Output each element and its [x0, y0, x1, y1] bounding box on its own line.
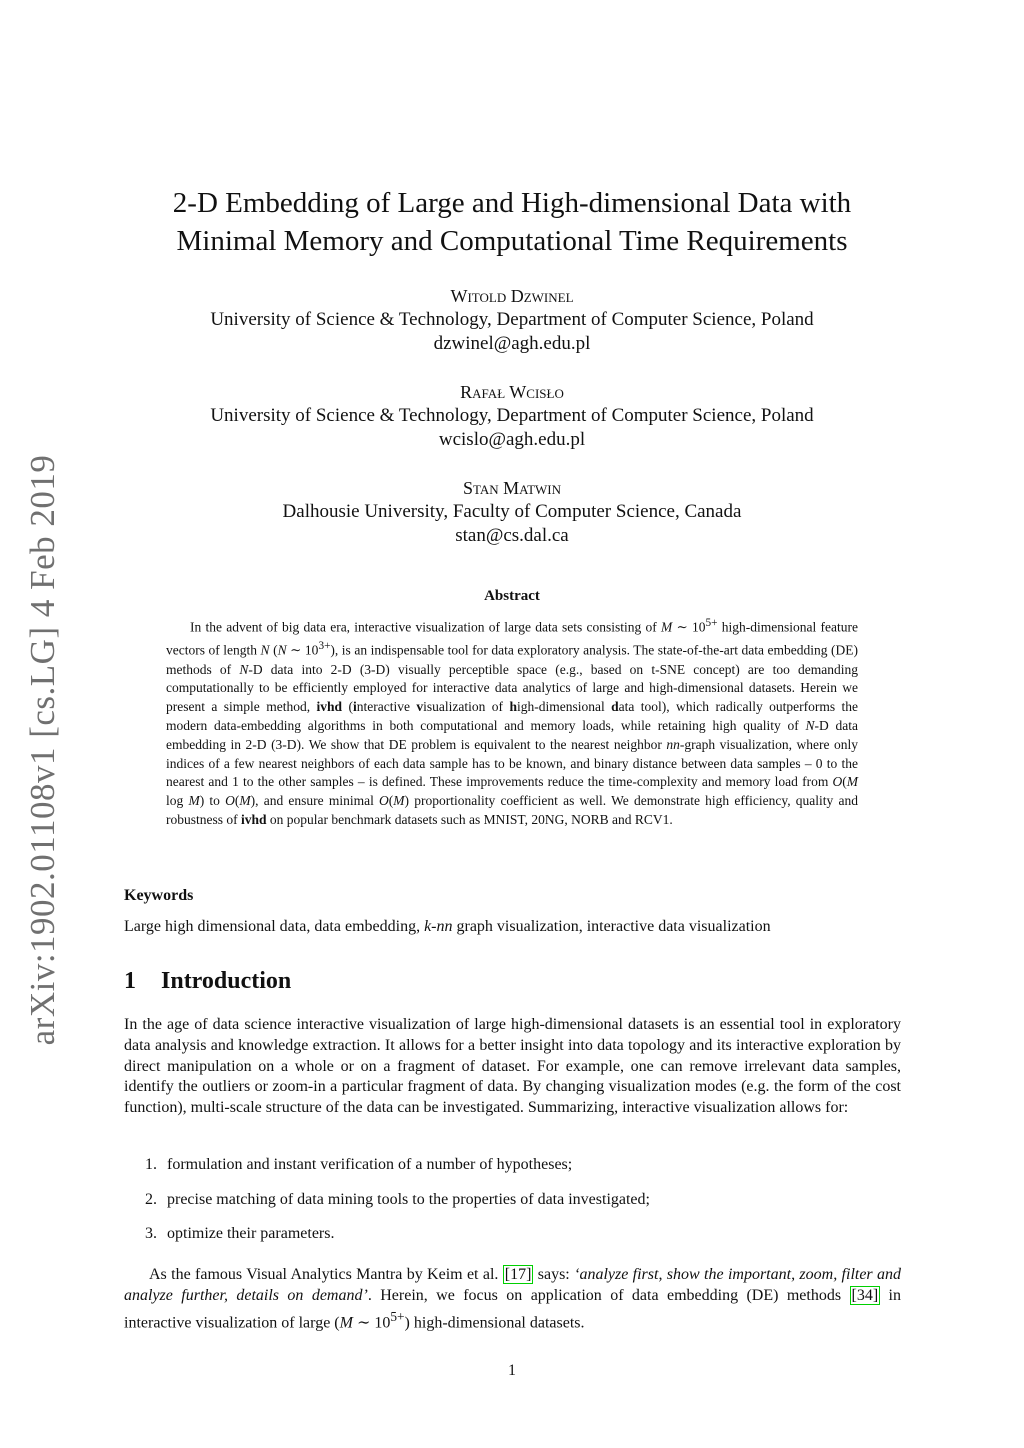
- introduction-paragraph: In the age of data science interactive visualization of large high-dimensional datasets is an essential tool in exploratory data analysis and knowledge extraction. It allows for a better insight into data topology and its interactive exploration by direct manipulation on a whole or on a fragment of dataset. For example, one can remove irrelevant data samples, identify the outliers or zoom-in a particular fragment of data. By changing visualization modes (e.g. the form of the cost function), multi-scale structure of the data can be investigated. Summarizing, interactive visualization allows for:: [124, 1016, 901, 1117]
- section-heading-introduction: [124, 968, 291, 995]
- list-item: 1. formulation and instant verification of a number of hypotheses;: [145, 1156, 573, 1173]
- author-affiliation: Dalhousie University, Faculty of Computer Science, Canada: [282, 501, 742, 522]
- section-title: Introduction: [161, 968, 292, 994]
- author-affiliation: University of Science & Technology, Department of Computer Science, Poland: [210, 309, 814, 330]
- section-number: 1: [124, 968, 136, 994]
- title-line-1: 2-D Embedding of Large and High-dimensional Data with: [172, 187, 852, 219]
- citation-link-17[interactable]: [17]: [504, 1266, 532, 1283]
- abstract-heading: Abstract: [484, 588, 540, 604]
- abstract-text: In the advent of big data era, interactive visualization of large data sets consisting of M ∼ $10^{5+}$ high-dimensional feature vectors of length N (N ∼ $10^{3+}$), is an indispensable tool for data exploratory analysis. The state-of-the-art data embedding (DE) methods of N-D data into 2-D (3-D) visually perceptible space (e.g., based on t-SNE concept) are too demanding computationally to be efficiently employed for interactive data analytics of large and high-dimensional datasets. Herein we present a simple method, ivhd (interactive visualization of high-dimensional data tool), which radically outperforms the modern data-embedding algorithms in both computational and memory loads, while retaining high quality of N-D data embedding in 2-D (3-D). We show that DE problem is equivalent to the nearest neighbor nn-graph visualization, where only indices of a few nearest neighbors of each data sample has to be known, and binary distance between data samples – 0 to the nearest and 1 to the other samples – is defined. These improvements reduce the time-complexity and memory load from O(M log M) to O(M), and ensure minimal O(M) proportionality coefficient as well. We demonstrate high efficiency, quality and robustness of ivhd on popular benchmark datasets such as MNIST, 20NG, NORB and RCV1.: [166, 617, 858, 827]
- author-block-3: [120, 476, 904, 548]
- arxiv-identifier-stamp: arXiv:1902.01108v1 [cs.LG] 4 Feb 2019: [23, 454, 62, 1046]
- author-name: Witold Dzwinel: [450, 286, 574, 306]
- author-name: Stan Matwin: [462, 478, 562, 498]
- author-email: wcislo@agh.edu.pl: [438, 429, 586, 450]
- list-item: 3. optimize their parameters.: [145, 1225, 335, 1242]
- author-block-1: [120, 284, 904, 356]
- paper-title: [120, 184, 904, 260]
- title-line-2: Minimal Memory and Computational Time Requirements: [176, 225, 848, 257]
- keywords-heading: Keywords: [124, 887, 194, 904]
- page-number: 1: [508, 1362, 516, 1379]
- author-email: dzwinel@agh.edu.pl: [433, 333, 591, 354]
- enumerated-list: [145, 1156, 650, 1260]
- author-name: Rafał Wcisło: [460, 382, 564, 402]
- author-affiliation: University of Science & Technology, Department of Computer Science, Poland: [210, 405, 814, 426]
- author-block-2: [120, 380, 904, 452]
- list-item: 2. precise matching of data mining tools to the properties of data investigated;: [145, 1190, 650, 1208]
- author-email: stan@cs.dal.ca: [455, 525, 569, 546]
- citation-link-34[interactable]: [34]: [851, 1287, 879, 1304]
- keywords-list: Large high dimensional data, data embedding, k-nn graph visualization, interactive data visualization: [124, 918, 771, 935]
- mantra-paragraph: As the famous Visual Analytics Mantra by Keim et al. [17] says: ‘analyze first, show the important, zoom, filter and analyze further, details on demand’. Herein, we focus on application of data embedding (DE) methods [34] in interactive visualization of large (M ∼ $10^{5+}$) high-dimensional datasets.: [124, 1266, 902, 1332]
